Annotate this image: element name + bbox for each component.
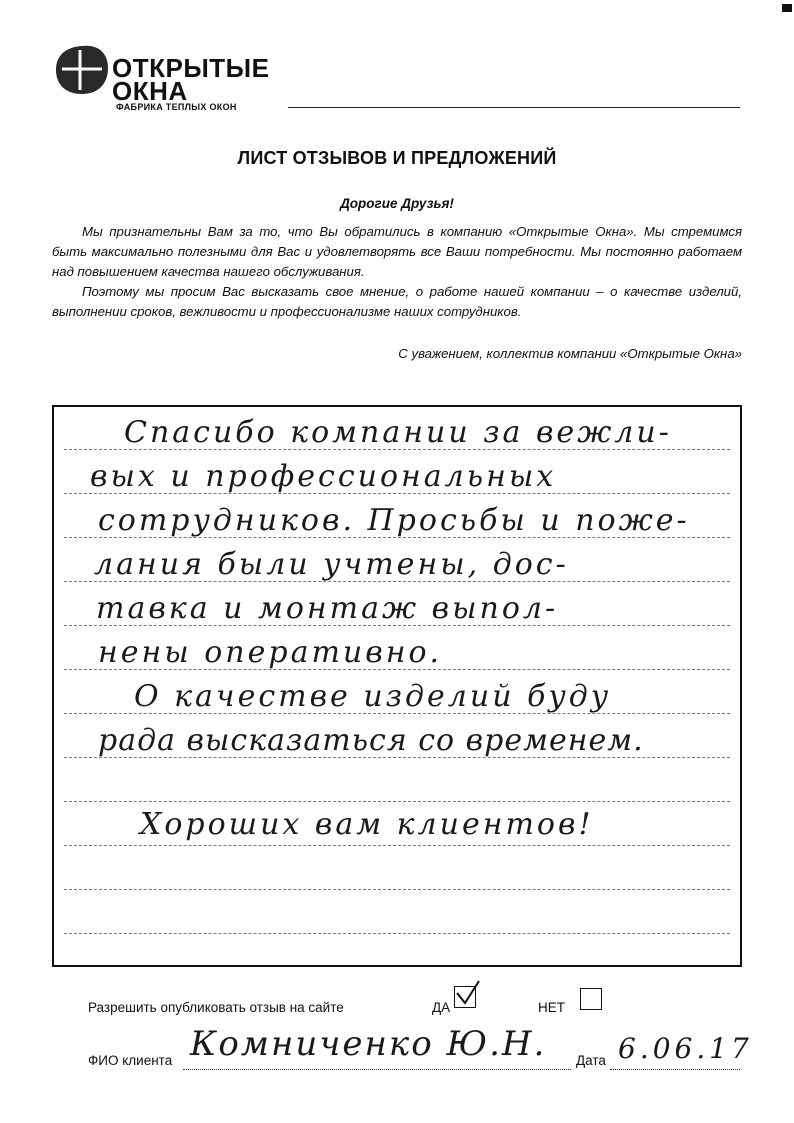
feedback-box <box>52 405 742 967</box>
ruled-line <box>64 889 730 890</box>
feedback-line: лания были учтены, дос- <box>94 547 569 582</box>
scan-corner-mark <box>782 4 792 12</box>
date-label: Дата <box>576 1053 606 1068</box>
header-divider <box>288 107 740 108</box>
ruled-line <box>64 845 730 846</box>
date-value: 6.06.17 <box>618 1032 753 1065</box>
signoff: С уважением, коллектив компании «Открытые Окна» <box>398 346 742 361</box>
publish-no-checkbox[interactable] <box>580 988 602 1010</box>
client-name-label: ФИО клиента <box>88 1053 173 1068</box>
logo-text-line2: ОКНА <box>112 76 188 106</box>
date-line <box>610 1069 740 1070</box>
feedback-line: Спасибо компании за вежли- <box>124 415 672 450</box>
feedback-line: тавка и монтаж выпол- <box>96 591 559 626</box>
publish-yes-checkbox[interactable] <box>454 986 476 1008</box>
publish-no-label: НЕТ <box>538 1000 565 1015</box>
publish-consent-label: Разрешить опубликовать отзыв на сайте <box>88 1000 344 1015</box>
intro-paragraph-2: Поэтому мы просим Вас высказать свое мнение, о работе нашей компании – о качестве изделий, выполнении сроков, вежливости и профессионализме наших сотрудников. <box>52 284 742 319</box>
feedback-line: вых и профессиональных <box>90 459 557 494</box>
logo-text-line1: ОТКРЫТЫЕ <box>112 53 270 83</box>
intro-paragraph-1: Мы признательны Вам за то, что Вы обратились в компанию «Открытые Окна». Мы стремимся быть максимально полезными для Вас и удовлетворять все Ваши потребности. Мы постоянно работаем над повышением качества нашего обслуживания. <box>52 224 742 279</box>
client-name-line <box>183 1069 571 1070</box>
publish-yes-label: ДА <box>432 1000 451 1015</box>
ruled-line <box>64 933 730 934</box>
client-name-value: Комниченко Ю.Н. <box>190 1024 547 1064</box>
company-logo-icon <box>52 40 112 100</box>
intro-text <box>52 222 742 322</box>
greeting: Дорогие Друзья! <box>340 196 454 211</box>
feedback-line: О качестве изделий буду <box>134 679 612 714</box>
check-mark-icon <box>453 979 483 1009</box>
feedback-line: нены оперативно. <box>98 635 443 670</box>
feedback-line: рада высказаться со временем. <box>98 723 644 758</box>
logo-subtitle: ФАБРИКА ТЕПЛЫХ ОКОН <box>116 102 237 112</box>
page-title: ЛИСТ ОТЗЫВОВ И ПРЕДЛОЖЕНИЙ <box>237 148 557 168</box>
feedback-line: Хороших вам клиентов! <box>140 807 594 842</box>
ruled-line <box>64 801 730 802</box>
feedback-line: сотрудников. Просьбы и поже- <box>98 503 690 538</box>
